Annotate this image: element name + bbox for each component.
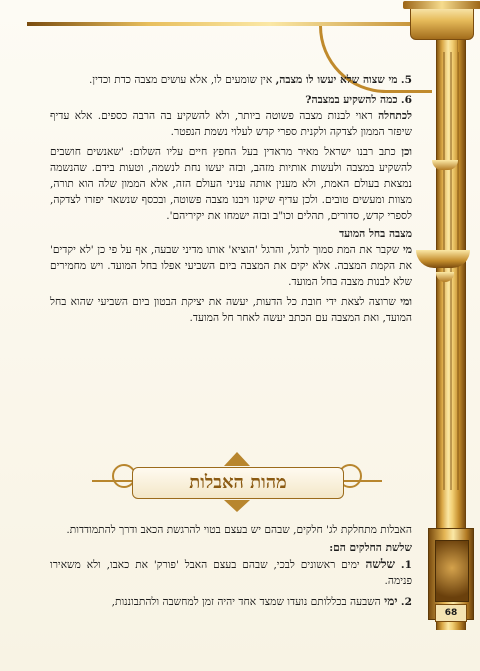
banner-top-ornament [224,452,250,466]
paragraph-quote: וכן כתב רבנו ישראל מאיר מראדין בעל החפץ חיים עליו השלום: 'שאנשים חושבים להשקיע במצבה ולעשות אותיות מזהב, ובזה יעשו נחת לנשמה, וטעות בידם. שהנשמה נמצאת בעולם האמת, ולא מענין אותה עניני העולם הזה, אלא הממון שלה הוא תורה, מצוות ומעשים טובים. ולכן עדיף שיקנו ויבנו מצבה פשוטה, ובכסף שנשאר יפזרו לצדקה, לספרי קדש, סדורים, תהלים וכו"ב ובזה ישמחו את יקיריהם'. [50,146,412,222]
list-item-2: 2. ימי השבעה בכללותם נועדו שמצד אחד יהיה זמן למחשבה ולהתבוננות, [111,594,412,608]
banner-bottom-ornament [224,500,250,512]
section-banner [92,450,382,516]
pillar-capital-ornament [410,4,474,40]
section-heading: שלשת החלקים הם: [329,542,412,554]
paragraph: מי שקבר את המת סמוך לרגל, והרגל 'הוציא' אותו מדיני שבעה, אף על פי כן 'לא יקדים' את הקמת המצבה. אלא יקים את המצבה ביום השביעי אפלו בחל המועד. ויש מחמירים שלא לבנות מצבה בחל המועד. [50,244,412,288]
list-item-1: 1. שלשה ימים ראשונים לבכי, שבהם בעצם האבל 'פורק' את כאבו, ולא משאירו פנימה. [50,557,412,587]
banner-title: מהות האבלות [189,472,287,493]
carved-panel-ornament [435,540,469,602]
paragraph: לכתחלה ראוי לבנות מצבה פשוטה ביותר, ולא להשקיע בה הרבה כספים. אלא עדיף שיפזר הממון לצדקה ולקנית ספרי קדש לעלוי נשמת הנפטר. [50,110,412,138]
lamp-chain-icon [457,40,458,190]
section-heading: מצבה בחל המועד [339,228,412,240]
paragraph: ומי שרוצה לצאת ידי חובת כל הדעות, יעשה את יציקת הבטון ביום השביעי שהוא בחל המועד, ואת המצבה עם הכתב יעשה לאחר חל המועד. [50,296,412,324]
list-item-5: 5. מי שצוה שלא יעשו לו מצבה, אין שומעים לו, אלא עושים מצבה כדת וכדין. [89,74,412,86]
page-number: 68 [435,604,467,622]
paragraph-intro: האבלות מתחלקת לג' חלקים, שבהם יש בעצם בטוי להרגשת הכאב ודרך להתמודדות. [66,524,412,536]
text-block-top [50,72,412,326]
list-item-6: 6. כמה להשקיע במצבה? [305,94,412,106]
text-block-bottom [50,522,412,610]
